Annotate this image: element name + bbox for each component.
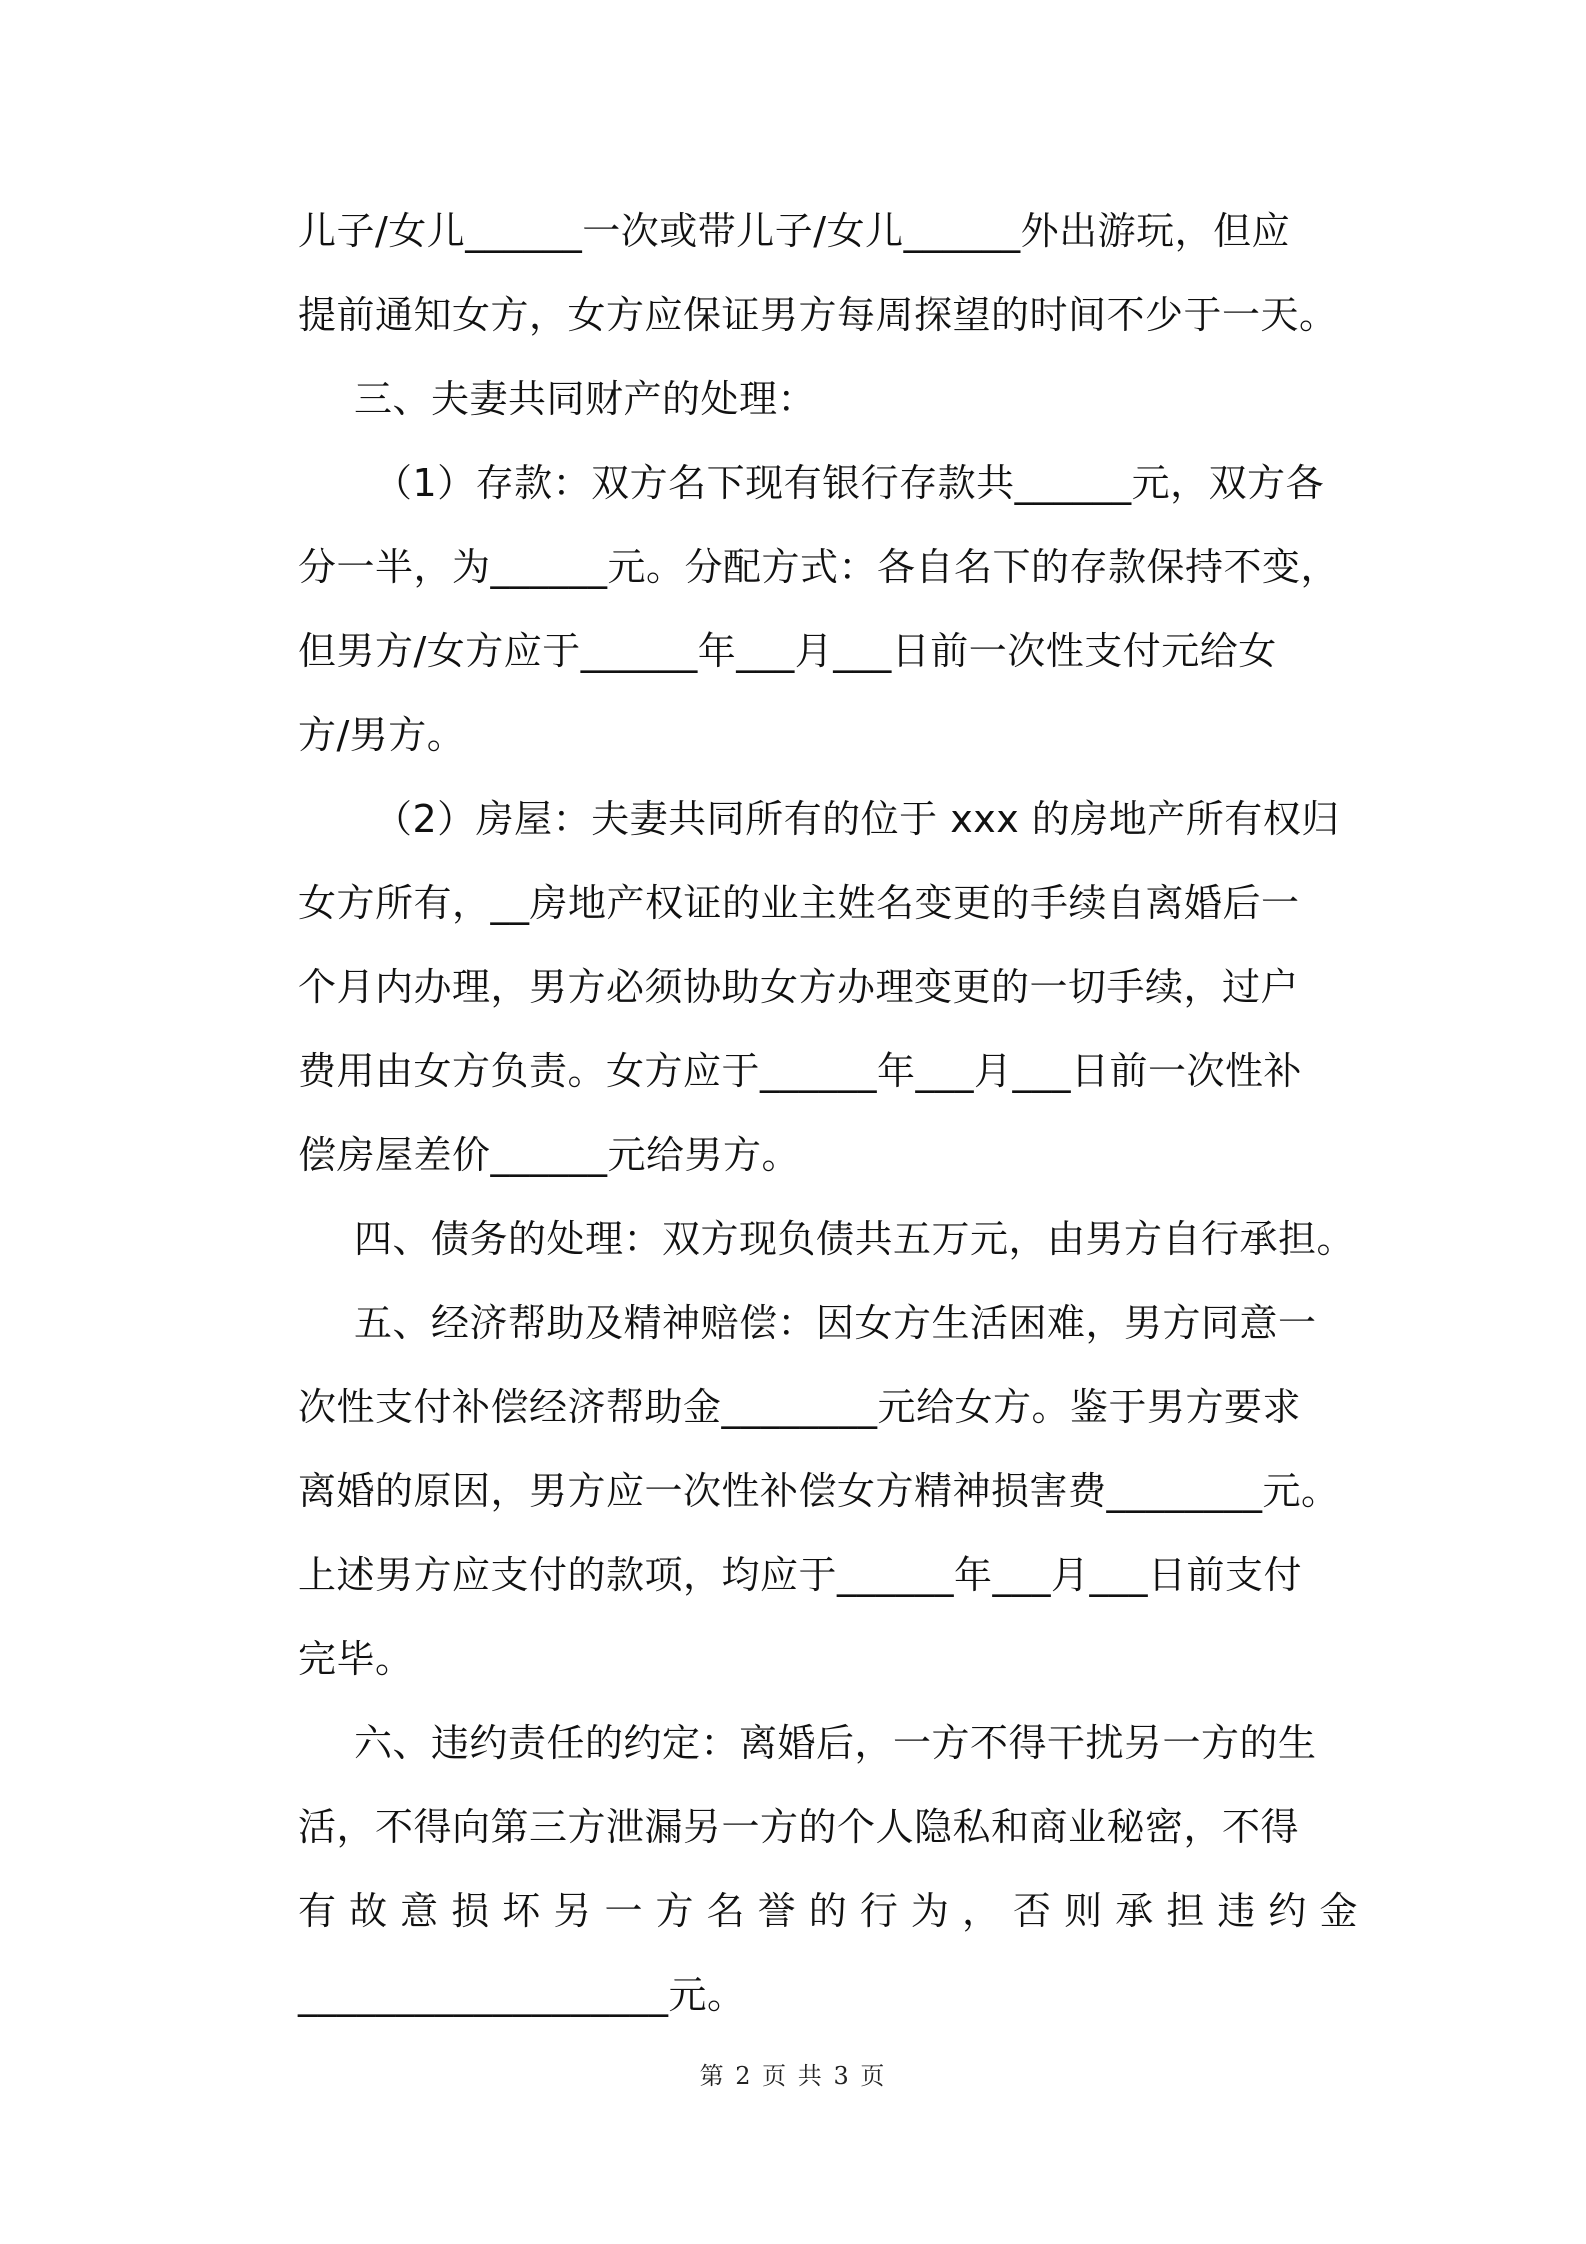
text-line: 完毕。 [298,1637,414,1681]
text-line: （2）房屋：夫妻共同所有的位于 xxx 的房地产所有权归 [374,797,1340,841]
text-line: 个月内办理，男方必须协助女方办理变更的一切手续，过户 [298,965,1300,1009]
page-footer: 第 2 页 共 3 页 [699,2062,887,2090]
text-line: （1）存款：双方名下现有银行存款共______元，双方各 [374,461,1325,505]
section-heading-breach: 六、违约责任的约定：离婚后，一方不得干扰另一方的生 [354,1721,1317,1765]
text-line: 上述男方应支付的款项，均应于______年___月___日前支付 [298,1553,1303,1597]
text-line: ___________________元。 [298,1973,746,2017]
text-line: 提前通知女方，女方应保证男方每周探望的时间不少于一天。 [298,293,1338,337]
text-line: 偿房屋差价______元给男方。 [298,1133,801,1177]
text-line: 但男方/女方应于______年___月___日前一次性支付元给女 [298,629,1277,673]
section-heading-compensation: 五、经济帮助及精神赔偿：因女方生活困难，男方同意一 [354,1301,1317,1345]
text-line: 离婚的原因，男方应一次性补偿女方精神损害费________元。 [298,1469,1340,1513]
text-line: 费用由女方负责。女方应于______年___月___日前一次性补 [298,1049,1303,1093]
text-line: 方/男方。 [298,713,466,757]
text-line: 有故意损坏另一方名誉的行为，否则承担违约金 [298,1889,1358,1933]
section-heading-debt: 四、债务的处理：双方现负债共五万元，由男方自行承担。 [354,1217,1356,1261]
text-line: 次性支付补偿经济帮助金________元给女方。鉴于男方要求 [298,1385,1302,1429]
text-line: 儿子/女儿______一次或带儿子/女儿______外出游玩，但应 [298,209,1291,253]
section-heading-property: 三、夫妻共同财产的处理： [354,377,817,421]
text-line: 女方所有，__房地产权证的业主姓名变更的手续自离婚后一 [298,881,1300,925]
text-line: 分一半，为______元。分配方式：各自名下的存款保持不变， [298,545,1340,589]
text-line: 活，不得向第三方泄漏另一方的个人隐私和商业秘密，不得 [298,1805,1300,1849]
document-body [298,202,1358,2050]
